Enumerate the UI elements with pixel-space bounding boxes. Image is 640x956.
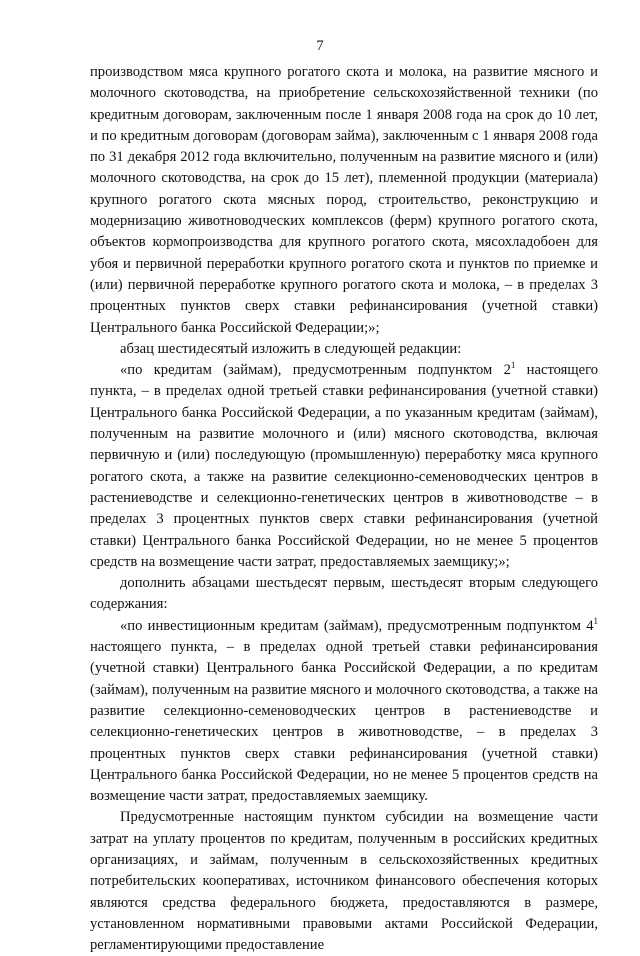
paragraph-text-part: настоящего пункта, – в пределах одной третьей ставки рефинансирования (учетной ставки) Центрального банка Российской Федерации, а по указанным кредитам (займам), полученным на развитие молочного и (или) мясного скотоводства, включая первичную и (или) последующую (промышленную) переработку мяса крупного рогатого скота, а также на развитие селекционно-семеноводческих центров в растениеводстве и селекционно-генетических центров в животноводстве – в пределах 3 процентных пунктов сверх ставки рефинансирования (учетной ставки) Центрального банка Российской Федерации, но не менее 5 процентов средств на возмещение части затрат, предоставляемых заемщику;»;: [90, 362, 598, 570]
paragraph-subsidies: Предусмотренные настоящим пунктом субсидии на возмещение части затрат на уплату процентов по кредитам, полученным в российских кредитных организациях, и займам, полученным в сельскохозяйственных кредитных потребительских кооперативах, источником финансового обеспечения которых являются средства федерального бюджета, предоставляются в размере, установленном нормативными правовыми актами Российской Федерации, регламентирующими предоставление: [90, 809, 598, 954]
paragraph-new-wording-61: [90, 616, 598, 808]
paragraph-continuation: производством мяса крупного рогатого скота и молока, на развитие мясного и молочного скотоводства, на приобретение сельскохозяйственной техники (по кредитным договорам, заключенным после 1 января 2008 года на срок до 10 лет, и по кредитным договорам (договорам займа), заключенным с 1 января 2008 года по 31 декабря 2012 года включительно, полученным на развитие мясного и (или) молочного скотоводства, на срок до 15 лет), племенной продукции (материала) крупного рогатого скота мясных пород, строительство, реконструкцию и модернизацию животноводческих комплексов (ферм) крупного рогатого скота, объектов кормопроизводства для крупного рогатого скота, мясохладобоен для убоя и первичной переработки крупного рогатого скота и пунктов по приемке и (или) первичной переработке крупного рогатого скота и молока, – в пределах 3 процентных пунктов сверх ставки рефинансирования (учетной ставки) Центрального банка Российской Федерации;»;: [90, 64, 598, 336]
paragraph-amendment-instruction: абзац шестидесятый изложить в следующей редакции:: [120, 340, 462, 357]
document-body: [90, 62, 598, 956]
page-number: 7: [316, 38, 324, 54]
superscript: 1: [510, 360, 516, 371]
superscript: 1: [593, 615, 598, 626]
paragraph-text-part: «по кредитам (займам), предусмотренным подпунктом 2: [120, 362, 511, 379]
paragraph-text-part: «по инвестиционным кредитам (займам), предусмотренным подпунктом 4: [120, 617, 594, 634]
paragraph-new-wording-60: [90, 360, 598, 573]
paragraph-text-part: настоящего пункта, – в пределах одной третьей ставки рефинансирования (учетной ставки) Центрального банка Российской Федерации, а по кредитам (займам), полученным на развитие мясного и молочного скотоводства, а также на развитие селекционно-семеноводческих центров в растениеводстве и селекционно-генетических центров в животноводстве, – в пределах 3 процентных пунктов сверх ставки рефинансирования (учетной ставки) Центрального банка Российской Федерации, но не менее 5 процентов средств на возмещение части затрат, предоставляемых заемщику.: [90, 639, 598, 805]
paragraph-add-instruction: дополнить абзацами шестьдесят первым, шестьдесят вторым следующего содержания:: [90, 575, 598, 613]
